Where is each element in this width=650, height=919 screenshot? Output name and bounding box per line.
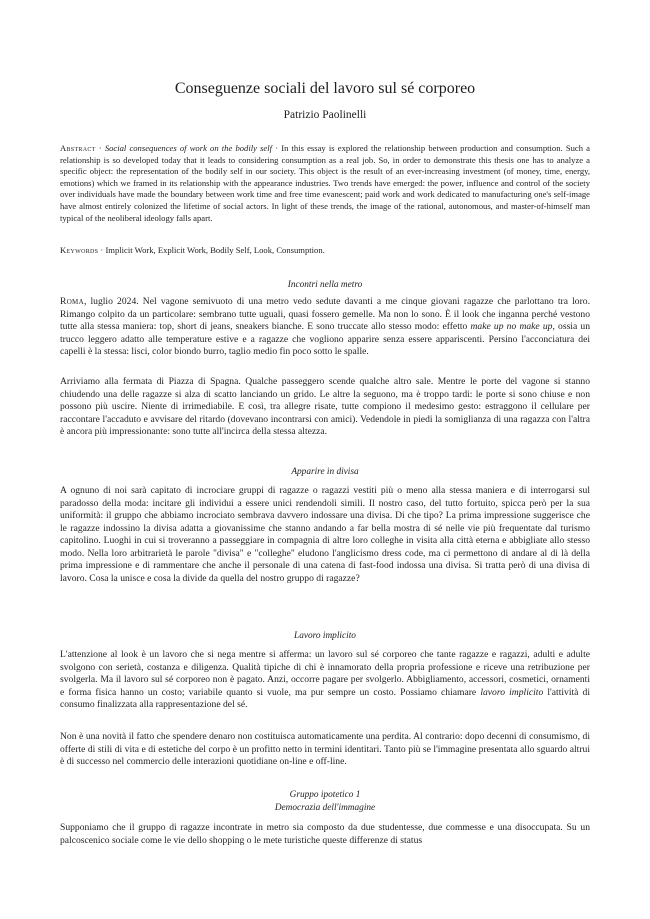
paragraph-emphasis: make up no make up [470,321,553,333]
abstract-text: · In this essay is explored the relationship between production and consumption. Such a relationship is so developed today that it leads to considering consumption as a real job. So, in order to demonstrate this thesis one has to analyze a specific object: the representation of the bodily self in our society. This object is the result of an ever-increasing investment (of money, time, energy, emotions) which we framed in its relationship with the appearance industries. Two trends have emerged: the power, influence and control of the society over individuals have made the boundary between work time and free time evanescent; paid work and work dedicated to manufacturing one's self-image have almost entirely colonized the lifetime of social actors. In light of these trends, the image of the rational, autonomous, and master-of-himself man typical of the neoliberal ideology falls apart. [60,143,590,223]
paragraph-incontri-1 [60,296,590,359]
section-subheading-democrazia: Democrazia dell'immagine [274,803,376,813]
keywords-text: · Implicit Work, Explicit Work, Bodily Self, Look, Consumption. [98,245,325,255]
section-heading-apparire: Apparire in divisa [291,467,359,477]
abstract-subtitle: Social consequences of work on the bodily self [104,143,273,153]
section-heading-lavoro-implicito: Lavoro implicito [294,631,356,641]
paragraph-emphasis: lavoro implicito [480,686,544,698]
paragraph-apparire-1: A ognuno di noi sarà capitato di incrociare gruppi di ragazze o ragazzi vestiti più o meno alla stessa maniera e di interrogarsi sul paradosso della moda: incitare gli individui a essere unici rendendoli simili. Il nostro caso, del tutto fortuito, spicca però per la sua uniformità: il gruppo che abbiamo incrociato sembrava davvero indossare una divisa. Di che tipo? La prima impressione suggerisce che le ragazze indossino la divisa adatta a giovanissime che stanno andando a far bella mostra di sé nelle vie più frequentate dal turismo capitolino. Luoghi in cui si troveranno a passeggiare in compagnia di altre loro colleghe in visita alla città eterna e abbigliate allo stesso modo. Nella loro arbitrarietà le parole "divisa" e "colleghe" eludono l'anglicismo dress code, ma ci permettono di andare al di là della prima impressione e di rammentare che anche il personale di una catena di fast-food indossa una divisa. Si tratta però di una divisa di lavoro. Cosa la unisce e cosa la divide da quella del nostro gruppo di ragazze? [60,485,590,584]
paragraph-lead-word: Roma [60,296,84,307]
abstract [60,143,590,224]
paper-title: Conseguenze sociali del lavoro sul sé corporeo [174,80,476,97]
paragraph-text: L'attenzione al look è un lavoro che si nega mentre si afferma: un lavoro sul sé corporeo che tante ragazze e ragazzi, adulti e adulte svolgono con serietà, costanza e diligenza. Qualità tipiche di chi è innamorato della propria professione e riceve una retribuzione per svolgerla. Ma il lavoro sul sé corporeo non è pagato. Anzi, occorre pagare per svolgerlo. Abbigliamento, accessori, cosmetici, ornamenti e forma fisica hanno un costo; variabile quanto si vuole, ma pur sempre un costo. Possiamo chiamare [60,649,590,698]
paragraph-lavoro-2: Non è una novità il fatto che spendere denaro non costituisca automaticamente una perdita. Al contrario: dopo decenni di consumismo, di offerte di stili di vita e di estetiche del corpo è un profitto netto in termini identitari. Tanto più se l'immagine presentata allo sguardo altrui è di successo nel commercio delle interazioni quotidiane on-line e off-line. [60,731,590,768]
paragraph-lavoro-1 [60,649,590,712]
keywords-label: Keywords [60,245,99,255]
section-heading-incontri: Incontri nella metro [287,280,363,290]
section-heading-gruppo-ipotetico: Gruppo ipotetico 1 [289,790,361,800]
abstract-separator: · [95,143,105,153]
keywords [60,245,590,257]
paragraph-gruppo-1: Supponiamo che il gruppo di ragazze incontrate in metro sia composto da due studentesse, due commesse e una disoccupata. Su un palcoscenico sociale come le vie dello shopping o le mete turistiche queste differenze di status [60,822,590,846]
paragraph-text: l'attività di consumo finalizzata alla rappresentazione del sé. [60,686,591,711]
paragraph-text: , ossia un trucco leggero adatto alle temperature estive e a ragazze che vogliono apparire senza essere appariscenti. Persino l'acconciatura dei capelli è la stessa: lisci, color biondo burro, taglio medio fin poco sotto le spalle. [60,321,590,358]
paragraph-incontri-2: Arriviamo alla fermata di Piazza di Spagna. Qualche passeggero scende qualche altro sale. Mentre le porte del vagone si stanno chiudendo una delle ragazze si alza di scatto lanciando un grido. Le altre la seguono, ma è troppo tardi: le porte si sono chiuse e non possono più uscire. Niente di irrimediabile. E così, tra allegre risate, tutte compiono il medesimo gesto: estraggono il cellulare per raccontare l'accaduto e avvisare del ritardo (dovevano incontrarsi con amici). Vedendole in piedi la somiglianza di una ragazza con l'altra è ancora più impressionante: sono tutte all'incirca della stessa altezza. [60,376,590,438]
author-name: Patrizio Paolinelli [283,109,367,121]
abstract-label: Abstract [60,143,96,153]
paragraph-text: , luglio 2024. Nel vagone semivuoto di una metro vedo sedute davanti a me cinque giovani ragazze che parlottano tra loro. Rimango colpito da un particolare: sembrano tutte uguali, quasi fossero gemelle. Ma non lo sono. È il look che inganna perché vestono tutte alla stessa maniera: top, short di jeans, sneakers bianche. E sono truccate allo stesso modo: effetto [60,296,590,333]
